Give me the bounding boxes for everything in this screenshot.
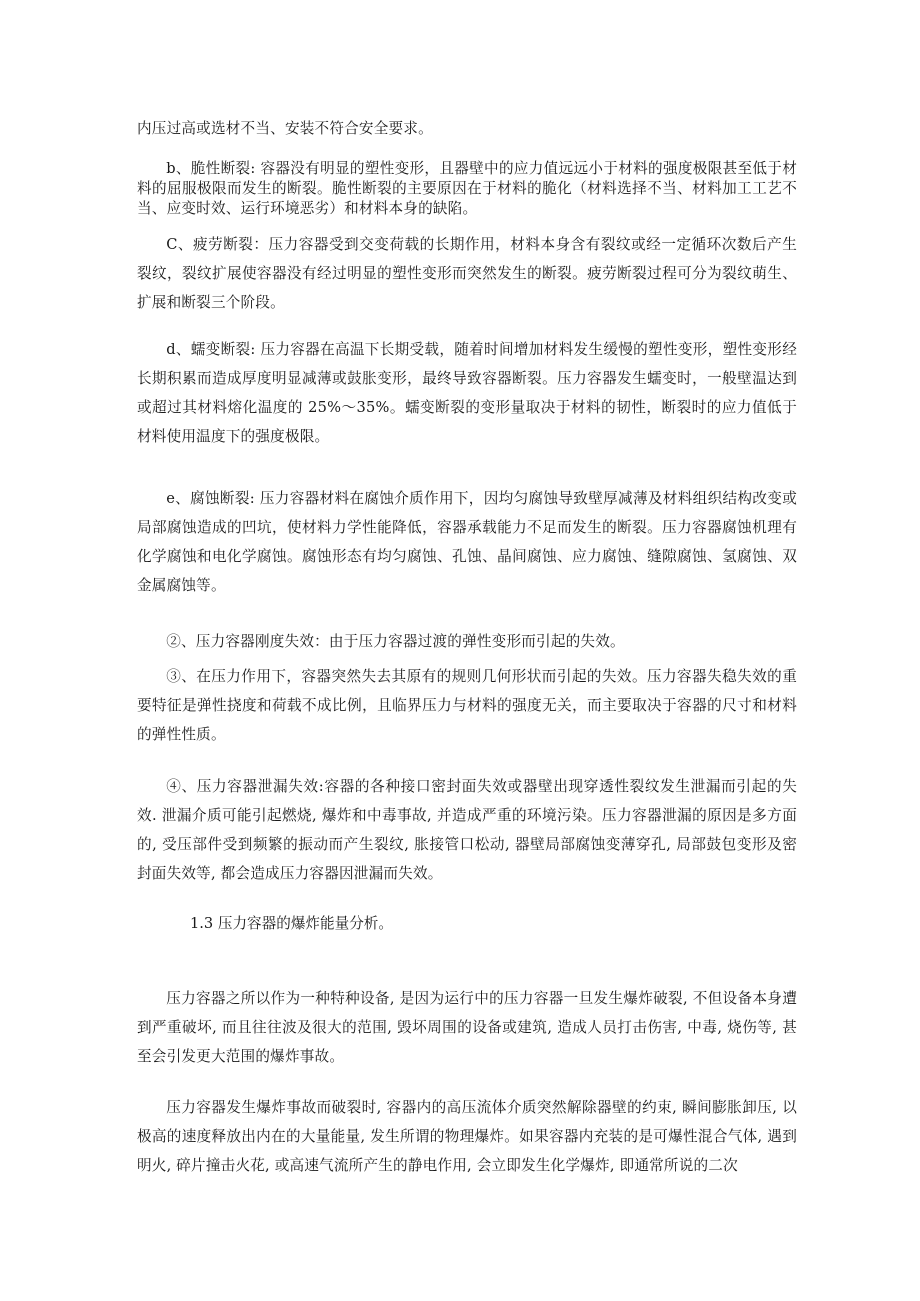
paragraph-brittle-fracture: b、脆性断裂: 容器没有明显的塑性变形，且器壁中的应力值远远小于材料的强度极限甚至低于材料的屈服极限而发生的断裂。脆性断裂的主要原因在于材料的脆化（材料选择不当、材料加工工艺不当、应变时效、运行环境恶劣）和材料本身的缺陷。 bbox=[137, 160, 797, 217]
paragraph-instability-failure: ③、在压力作用下，容器突然失去其原有的规则几何形状而引起的失效。压力容器失稳失效的重要特征是弹性挠度和荷载不成比例，且临界压力与材料的强度无关，而主要取决于容器的尺寸和材料的弹性性质。 bbox=[137, 668, 797, 743]
section-heading: 1.3 压力容器的爆炸能量分析。 bbox=[190, 915, 393, 932]
paragraph-fatigue-fracture: C、疲劳断裂：压力容器受到交变荷载的长期作用，材料本身含有裂纹或经一定循环次数后产生裂纹，裂纹扩展使容器没有经过明显的塑性变形而突然发生的断裂。疲劳断裂过程可分为裂纹萌生、扩展和断裂三个阶段。 bbox=[137, 236, 797, 311]
paragraph-continuation: 内压过高或选材不当、安装不符合安全要求。 bbox=[137, 120, 433, 137]
paragraph-leakage-failure: ④、压力容器泄漏失效:容器的各种接口密封面失效或器壁出现穿透性裂纹发生泄漏而引起的失效. 泄漏介质可能引起燃烧, 爆炸和中毒事故, 并造成严重的环境污染。压力容器泄漏的原因是多方面的, 受压部件受到频繁的振动而产生裂纹, 胀接管口松动, 器壁局部腐蚀变薄穿孔, 局部鼓包变形及密封面失效等, 都会造成压力容器因泄漏而失效。 bbox=[137, 778, 797, 882]
paragraph-corrosion-fracture: e、腐蚀断裂: 压力容器材料在腐蚀介质作用下，因均匀腐蚀导致壁厚减薄及材料组织结构改变或局部腐蚀造成的凹坑，使材料力学性能降低，容器承载能力不足而发生的断裂。压力容器腐蚀机理有化学腐蚀和电化学腐蚀。腐蚀形态有均匀腐蚀、孔蚀、晶间腐蚀、应力腐蚀、缝隙腐蚀、氢腐蚀、双金属腐蚀等。 bbox=[137, 490, 797, 594]
paragraph-creep-fracture: d、蠕变断裂: 压力容器在高温下长期受载，随着时间增加材料发生缓慢的塑性变形，塑性变形经长期积累而造成厚度明显减薄或鼓胀变形，最终导致容器断裂。压力容器发生蠕变时，一般壁温达到或超过其材料熔化温度的 25%～35%。蠕变断裂的变形量取决于材料的韧性，断裂时的应力值低于材料使用温度下的强度极限。 bbox=[137, 341, 797, 445]
paragraph-explosion-energy: 压力容器发生爆炸事故而破裂时, 容器内的高压流体介质突然解除器壁的约束, 瞬间膨胀卸压, 以极高的速度释放出内在的大量能量, 发生所谓的物理爆炸。如果容器内充装的是可爆性混合气体, 遇到明火, 碎片撞击火花, 或高速气流所产生的静电作用, 会立即发生化学爆炸, 即通常所说的二次 bbox=[137, 1099, 797, 1174]
paragraph-special-equipment: 压力容器之所以作为一种特种设备, 是因为运行中的压力容器一旦发生爆炸破裂, 不但设备本身遭到严重破坏, 而且往往波及很大的范围, 毁坏周围的设备或建筑, 造成人员打击伤害, 中毒, 烧伤等, 甚至会引发更大范围的爆炸事故。 bbox=[137, 990, 797, 1065]
paragraph-stiffness-failure: ②、压力容器刚度失效：由于压力容器过渡的弹性变形而引起的失效。 bbox=[166, 633, 625, 650]
